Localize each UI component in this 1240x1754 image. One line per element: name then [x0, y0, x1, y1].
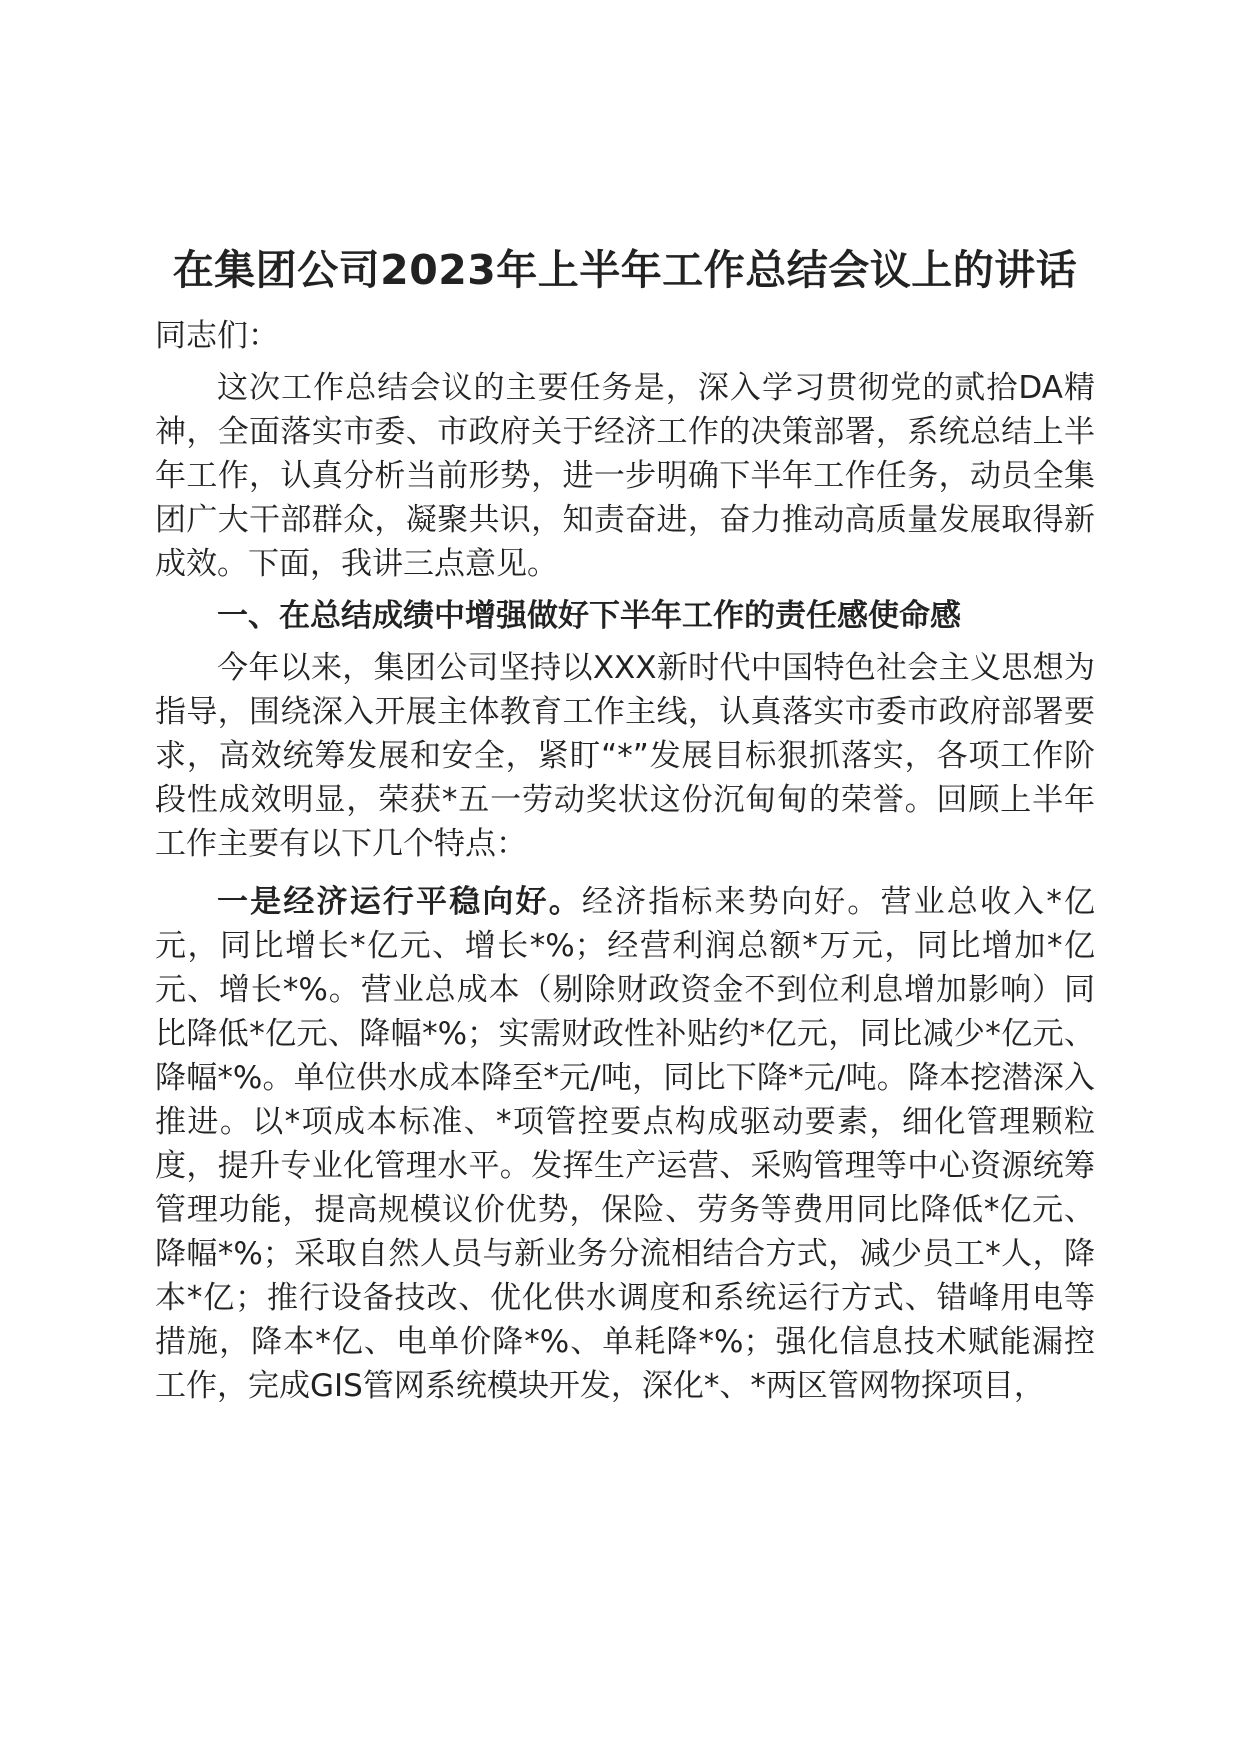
salutation: 同志们： [155, 318, 279, 354]
document-body [155, 240, 1095, 1408]
point-1-lead: 一是经济运行平稳向好。 [217, 884, 582, 920]
section-1-paragraph: 今年以来，集团公司坚持以XXX新时代中国特色社会主义思想为指导，围绕深入开展主体教育工作主线，认真落实市委市政府部署要求，高效统筹发展和安全，紧盯“*”发展目标狠抓落实，各项工作阶段性成效明显，荣获*五一劳动奖状这份沉甸甸的荣誉。回顾上半年工作主要有以下几个特点： [155, 650, 1095, 862]
document-title: 在集团公司2023年上半年工作总结会议上的讲话 [172, 246, 1078, 294]
point-1-body: 经济指标来势向好。营业总收入*亿元，同比增长*亿元、增长*%；经营利润总额*万元，同比增加*亿元、增长*%。营业总成本（剔除财政资金不到位利息增加影响）同比降低*亿元、降幅*%；实需财政性补贴约*亿元，同比减少*亿元、降幅*%。单位供水成本降至*元/吨，同比下降*元/吨。降本挖潜深入推进。以*项成本标准、*项管控要点构成驱动要素，细化管理颗粒度，提升专业化管理水平。发挥生产运营、采购管理等中心资源统筹管理功能，提高规模议价优势，保险、劳务等费用同比降低*亿元、降幅*%；采取自然人员与新业务分流相结合方式，减少员工*人，降本*亿；推行设备技改、优化供水调度和系统运行方式、错峰用电等措施，降本*亿、电单价降*%、单耗降*%；强化信息技术赋能漏控工作，完成GIS管网系统模块开发，深化*、*两区管网物探项目， [155, 884, 1096, 1404]
section-heading-1: 一、在总结成绩中增强做好下半年工作的责任感使命感 [217, 598, 961, 634]
intro-paragraph: 这次工作总结会议的主要任务是，深入学习贯彻党的贰拾DA精神，全面落实市委、市政府关于经济工作的决策部署，系统总结上半年工作，认真分析当前形势，进一步明确下半年工作任务，动员全集团广大干部群众，凝聚共识，知责奋进，奋力推动高质量发展取得新成效。下面，我讲三点意见。 [155, 370, 1095, 582]
point-1-paragraph [155, 880, 1095, 1408]
